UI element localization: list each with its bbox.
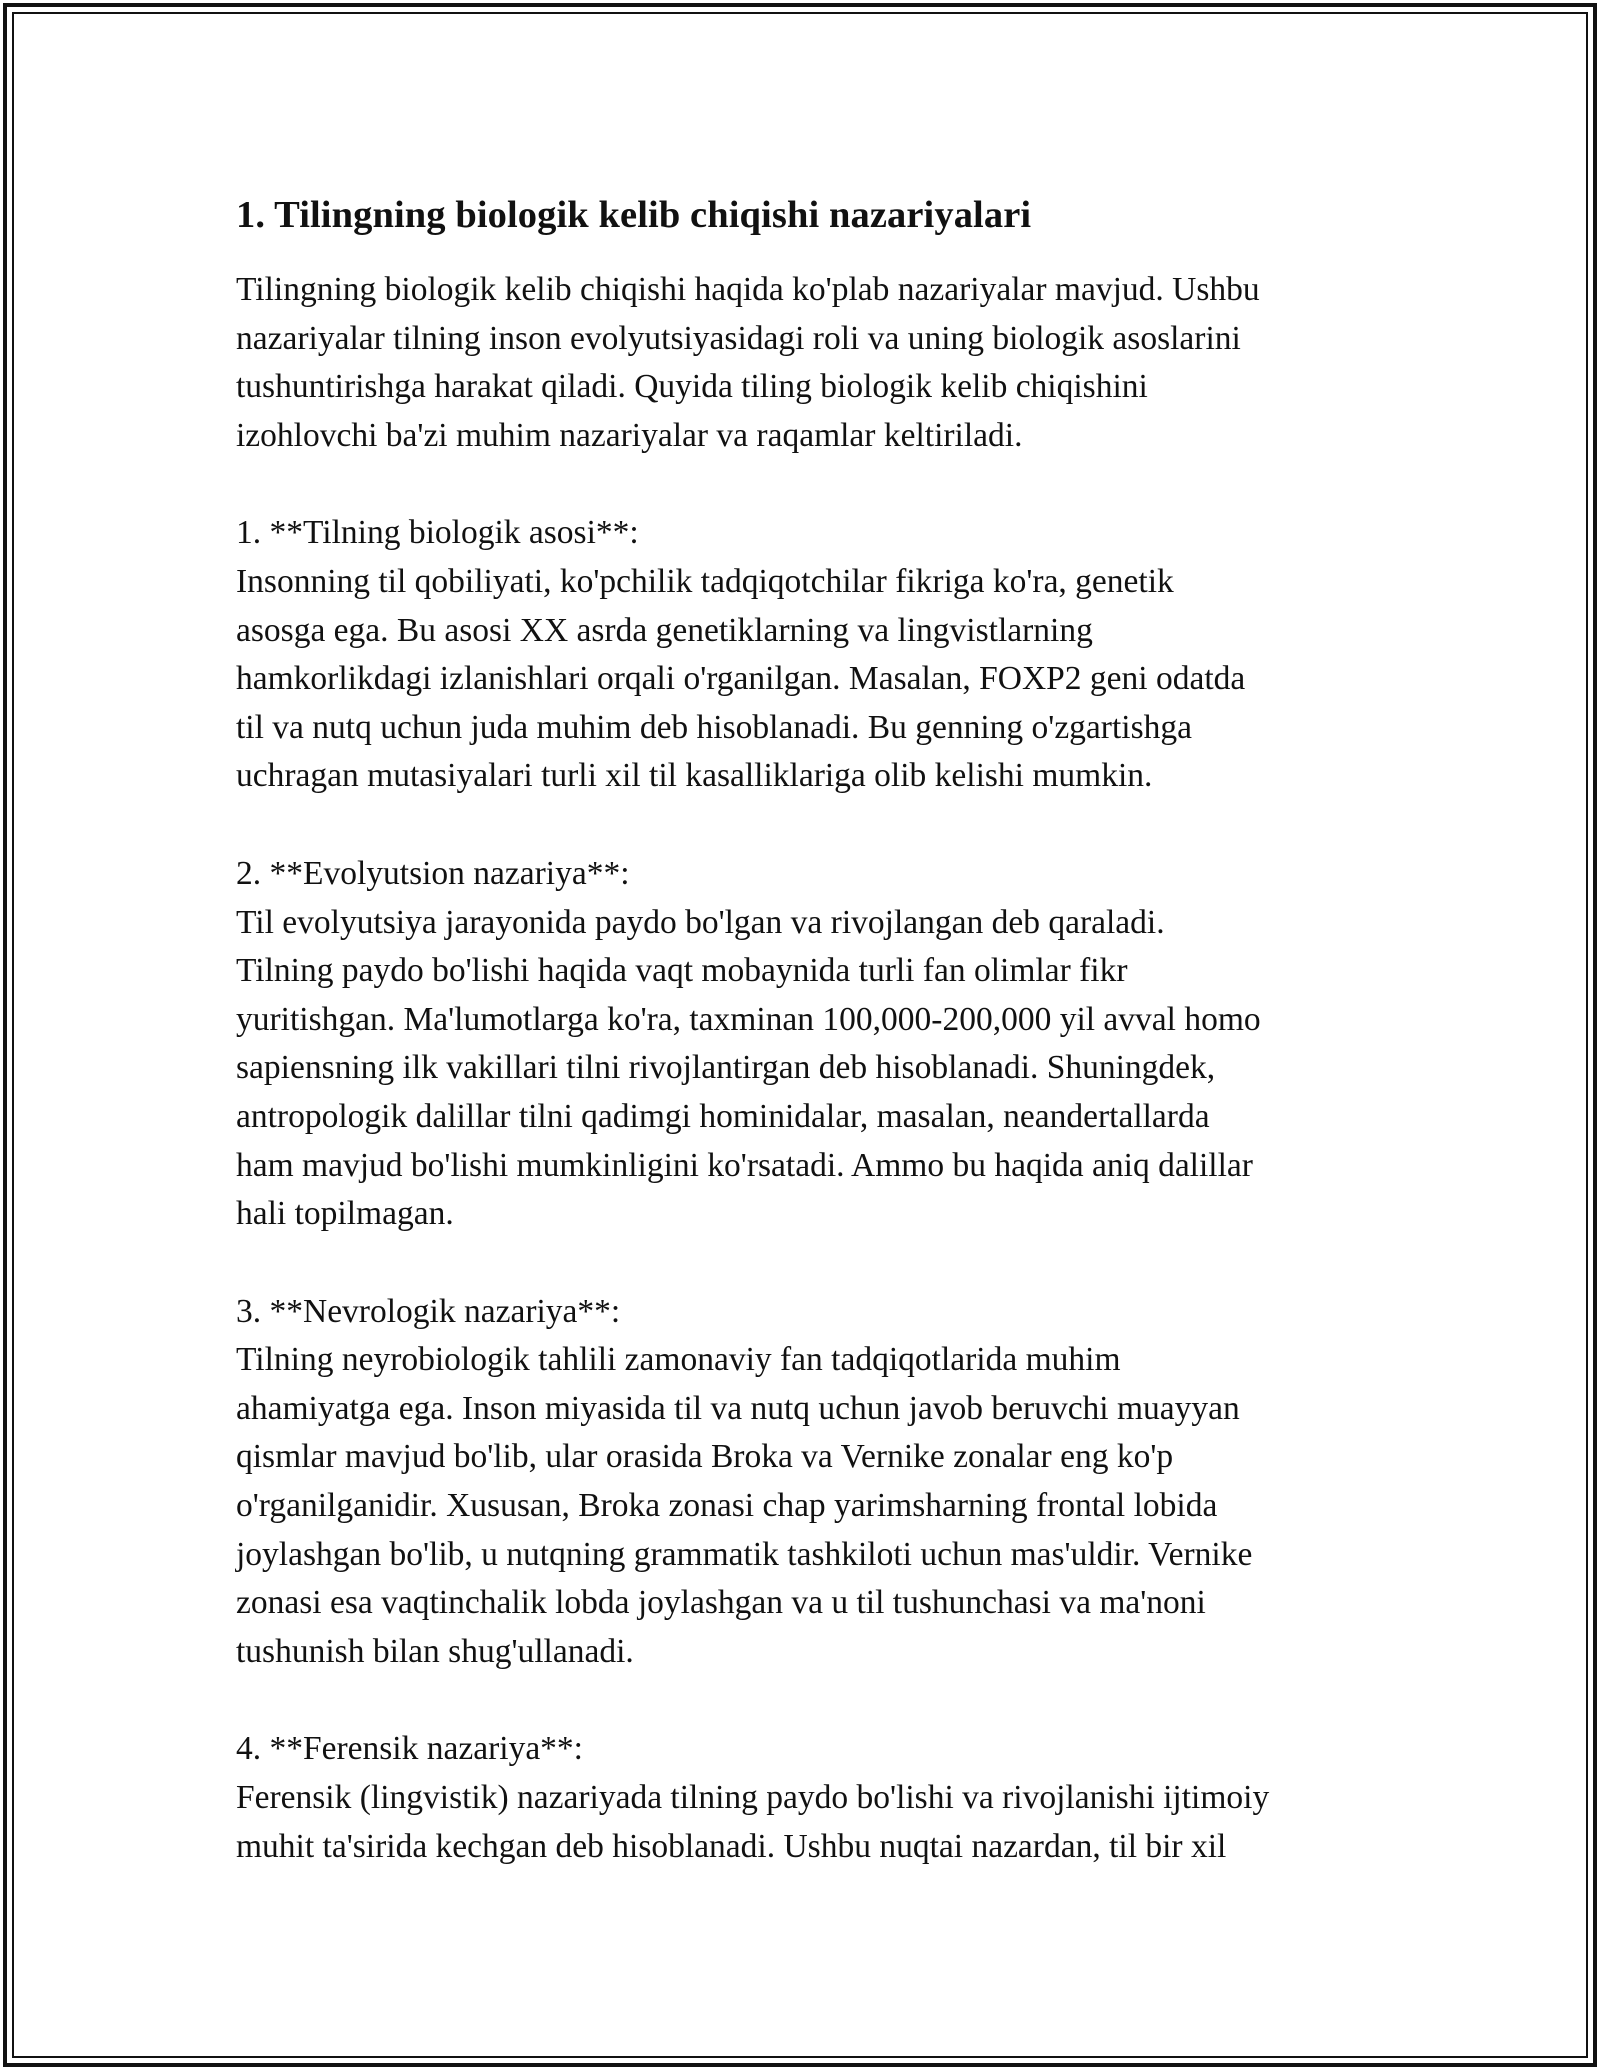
document-title: 1. Tilingning biologik kelib chiqishi nazariyalari bbox=[236, 194, 1032, 236]
section-line: hamkorlikdagi izlanishlari orqali o'rganilgan. Masalan, FOXP2 geni odatda bbox=[236, 660, 1246, 698]
section-line: Ferensik (lingvistik) nazariyada tilning paydo bo'lishi va rivojlanishi ijtimoiy bbox=[236, 1779, 1270, 1817]
intro-paragraph bbox=[236, 266, 1376, 460]
intro-line: izohlovchi ba'zi muhim nazariyalar va raqamlar keltiriladi. bbox=[236, 416, 1023, 454]
section-heading: 1. **Tilning biologik asosi**: bbox=[236, 514, 639, 552]
section-line: zonasi esa vaqtinchalik lobda joylashgan va u til tushunchasi va ma'noni bbox=[236, 1584, 1206, 1622]
section-biological-basis bbox=[236, 509, 1376, 801]
section-line: ham mavjud bo'lishi mumkinligini ko'rsatadi. Ammo bu haqida aniq dalillar bbox=[236, 1146, 1253, 1184]
section-line: qismlar mavjud bo'lib, ular orasida Broka va Vernike zonalar eng ko'p bbox=[236, 1438, 1174, 1476]
section-heading: 4. **Ferensik nazariya**: bbox=[236, 1730, 583, 1768]
section-line: joylashgan bo'lib, u nutqning grammatik tashkiloti uchun mas'uldir. Vernike bbox=[236, 1535, 1253, 1573]
section-line: til va nutq uchun juda muhim deb hisoblanadi. Bu genning o'zgartishga bbox=[236, 708, 1192, 746]
section-line: ahamiyatga ega. Inson miyasida til va nutq uchun javob beruvchi muayyan bbox=[236, 1389, 1240, 1427]
section-line: hali topilmagan. bbox=[236, 1195, 454, 1233]
section-line: yuritishgan. Ma'lumotlarga ko'ra, taxminan 100,000-200,000 yil avval homo bbox=[236, 1000, 1261, 1038]
section-ferensik-theory bbox=[236, 1725, 1376, 1871]
section-line: tushunish bilan shug'ullanadi. bbox=[236, 1632, 634, 1670]
section-line: sapiensning ilk vakillari tilni rivojlantirgan deb hisoblanadi. Shuningdek, bbox=[236, 1049, 1216, 1087]
section-line: Tilning neyrobiologik tahlili zamonaviy fan tadqiqotlarida muhim bbox=[236, 1341, 1121, 1379]
section-line: Insonning til qobiliyati, ko'pchilik tadqiqotchilar fikriga ko'ra, genetik bbox=[236, 562, 1174, 600]
section-line: Til evolyutsiya jarayonida paydo bo'lgan va rivojlangan deb qaraladi. bbox=[236, 903, 1165, 941]
section-line: o'rganilganidir. Xususan, Broka zonasi chap yarimsharning frontal lobida bbox=[236, 1487, 1218, 1525]
section-line: uchragan mutasiyalari turli xil til kasalliklariga olib kelishi mumkin. bbox=[236, 757, 1153, 795]
document-body bbox=[236, 186, 1376, 1920]
section-line: Tilning paydo bo'lishi haqida vaqt mobaynida turli fan olimlar fikr bbox=[236, 952, 1128, 990]
section-line: asosga ega. Bu asosi XX asrda genetiklarning va lingvistlarning bbox=[236, 611, 1093, 649]
section-heading: 3. **Nevrologik nazariya**: bbox=[236, 1292, 621, 1330]
section-evolutionary-theory bbox=[236, 850, 1376, 1239]
section-neurological-theory bbox=[236, 1288, 1376, 1677]
intro-line: tushuntirishga harakat qiladi. Quyida tiling biologik kelib chiqishini bbox=[236, 368, 1148, 406]
section-line: muhit ta'sirida kechgan deb hisoblanadi. Ushbu nuqtai nazardan, til bir xil bbox=[236, 1827, 1227, 1865]
section-heading: 2. **Evolyutsion nazariya**: bbox=[236, 854, 630, 892]
intro-line: nazariyalar tilning inson evolyutsiyasidagi roli va uning biologik asoslarini bbox=[236, 319, 1241, 357]
intro-line: Tilingning biologik kelib chiqishi haqida ko'plab nazariyalar mavjud. Ushbu bbox=[236, 271, 1260, 308]
section-line: antropologik dalillar tilni qadimgi hominidalar, masalan, neandertallarda bbox=[236, 1097, 1210, 1135]
